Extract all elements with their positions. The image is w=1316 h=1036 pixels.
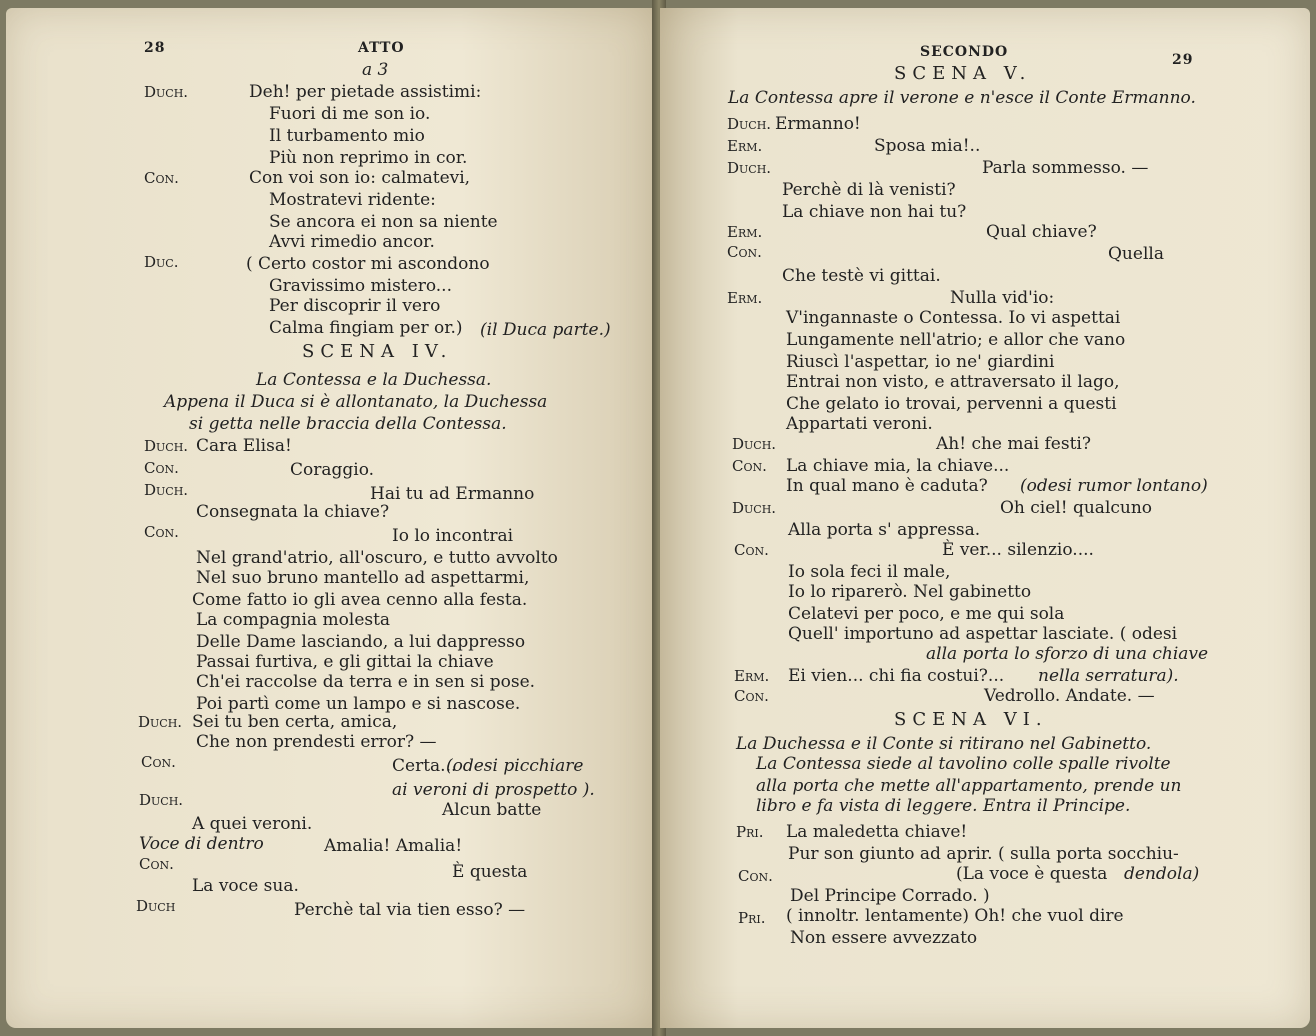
speaker: Con. (144, 169, 179, 187)
verse-line: Ermanno! (775, 114, 861, 134)
verse-line: Nulla vid'io: (950, 288, 1055, 308)
verse-line: La voce sua. (192, 876, 299, 896)
verse-line: Gravissimo mistero... (269, 276, 452, 296)
stage-direction: libro e fa vista di leggere. Entra il Principe. (756, 796, 1131, 816)
verse-line: Nel grand'atrio, all'oscuro, e tutto avvolto (196, 548, 558, 568)
verse-line: Quell' importuno ad aspettar lasciate. ( odesi (788, 624, 1178, 644)
verse-line: Alla porta s' appressa. (788, 520, 981, 540)
scene-title: SCENA VI. (894, 709, 1048, 730)
stage-direction: La Contessa siede al tavolino colle spalle rivolte (756, 754, 1171, 774)
verse-line: La compagnia molesta (196, 610, 391, 630)
speaker: Erm. (734, 667, 770, 685)
verse-line: ( innoltr. lentamente) Oh! che vuol dire (786, 906, 1124, 926)
verse-line: Lungamente nell'atrio; e allor che vano (786, 330, 1126, 350)
verse-line: Non essere avvezzato (790, 928, 978, 948)
speaker: Con. (141, 753, 176, 771)
speaker: Pri. (736, 823, 764, 841)
right-page (660, 8, 1310, 1028)
stage-direction: si getta nelle braccia della Contessa. (189, 414, 507, 434)
verse-line: La maledetta chiave! (786, 822, 968, 842)
verse-line: Cara Elisa! (196, 436, 292, 456)
verse-line: Oh ciel! qualcuno (1000, 498, 1153, 518)
left-page (6, 8, 656, 1028)
verse-line: Riuscì l'aspettar, io ne' giardini (786, 352, 1055, 372)
verse-line: Perchè tal via tien esso? — (294, 900, 526, 920)
verse-line: Certa... (392, 756, 457, 776)
verse-line: Appartati veroni. (786, 414, 933, 434)
scene-title: SCENA IV. (302, 341, 453, 362)
speaker: Duch (136, 897, 176, 915)
stage-direction: La Contessa apre il verone e n'esce il Conte Ermanno. (728, 88, 1196, 108)
running-head: SECONDO (920, 44, 1009, 60)
verse-line: Avvi rimedio ancor. (269, 232, 435, 252)
verse-line: Ei vien... chi fia costui?... (788, 666, 1005, 686)
verse-line: Per discoprir il vero (269, 296, 441, 316)
verse-line: Mostratevi ridente: (269, 190, 436, 210)
verse-line: Ah! che mai festi? (936, 434, 1091, 454)
stage-direction: La Duchessa e il Conte si ritirano nel Gabinetto. (736, 734, 1152, 754)
speaker: Duch. (727, 115, 772, 133)
verse-line: Hai tu ad Ermanno (370, 484, 535, 504)
scene-cast: La Contessa e la Duchessa. (256, 370, 492, 390)
speaker: Con. (139, 855, 174, 873)
page-number: 29 (1172, 52, 1194, 68)
stage-direction: alla porta che mette all'appartamento, prende un (756, 776, 1182, 796)
verse-line: (La voce è questa (956, 864, 1108, 884)
stage-direction: dendola) (1124, 864, 1200, 884)
verse-line: Nel suo bruno mantello ad aspettarmi, (196, 568, 530, 588)
speaker: Duch. (727, 159, 772, 177)
stage-direction: (il Duca parte.) (480, 320, 611, 340)
speaker: Duch. (139, 791, 184, 809)
stage-direction: alla porta lo sforzo di una chiave (926, 644, 1209, 664)
speaker: Con. (144, 523, 179, 541)
speaker: Duch. (144, 437, 189, 455)
speaker: Duch. (732, 435, 777, 453)
speaker: Duch. (144, 481, 189, 499)
running-head: ATTO (358, 40, 405, 56)
verse-line: Più non reprimo in cor. (269, 148, 468, 168)
verse-line: In qual mano è caduta? (786, 476, 988, 496)
verse-line: ( Certo costor mi ascondono (246, 254, 490, 274)
speaker: Pri. (738, 909, 766, 927)
speaker: Voce di dentro (139, 834, 264, 854)
verse-line: Amalia! Amalia! (324, 836, 463, 856)
verse-line: Entrai non visto, e attraversato il lago, (786, 372, 1120, 392)
stage-direction: Appena il Duca si è allontanato, la Duchessa (164, 392, 548, 412)
scene-title: SCENA V. (894, 63, 1032, 84)
verse-line: Perchè di là venisti? (782, 180, 956, 200)
stage-direction: (odesi picchiare (446, 756, 584, 776)
verse-line: Vedrollo. Andate. — (984, 686, 1155, 706)
speaker: Erm. (727, 137, 763, 155)
verse-line: Celatevi per poco, e me qui sola (788, 604, 1065, 624)
verse-line: Il turbamento mio (269, 126, 425, 146)
verse-line: Calma fingiam per or.) (269, 318, 463, 338)
verse-line: La chiave mia, la chiave... (786, 456, 1010, 476)
verse-line: Io lo riparerò. Nel gabinetto (788, 582, 1032, 602)
speaker: Erm. (727, 223, 763, 241)
verse-line: Poi partì come un lampo e si nascose. (196, 694, 521, 714)
verse-line: Del Principe Corrado. ) (790, 886, 990, 906)
speaker: Duch. (138, 713, 183, 731)
verse-line: Consegnata la chiave? (196, 502, 390, 522)
speaker: Erm. (727, 289, 763, 307)
verse-line: Ch'ei raccolse da terra e in sen si pose. (196, 672, 536, 692)
verse-line: Delle Dame lasciando, a lui dappresso (196, 632, 526, 652)
verse-line: Che testè vi gittai. (782, 266, 941, 286)
verse-line: Sposa mia!.. (874, 136, 981, 156)
speaker: Con. (732, 457, 767, 475)
page-number: 28 (144, 40, 166, 56)
verse-line: Sei tu ben certa, amica, (192, 712, 398, 732)
verse-line: Passai furtiva, e gli gittai la chiave (196, 652, 494, 672)
verse-line: Qual chiave? (986, 222, 1097, 242)
verse-line: È questa (452, 862, 528, 882)
verse-line: Alcun batte (442, 800, 542, 820)
speaker: Duch. (732, 499, 777, 517)
verse-line: Parla sommesso. — (982, 158, 1149, 178)
speaker: Duch. (144, 83, 189, 101)
speaker: Con. (738, 867, 773, 885)
verse-line: Quella (1108, 244, 1164, 264)
speaker: Con. (734, 687, 769, 705)
verse-line: V'ingannaste o Contessa. Io vi aspettai (786, 308, 1121, 328)
speaker: Con. (144, 459, 179, 477)
stage-direction: ai veroni di prospetto ). (392, 780, 595, 800)
verse-line: Se ancora ei non sa niente (269, 212, 498, 232)
verse-line: Deh! per pietade assistimi: (249, 82, 482, 102)
verse-line: Che non prendesti error? — (196, 732, 437, 752)
verse-line: Coraggio. (290, 460, 375, 480)
verse-line: Con voi son io: calmatevi, (249, 168, 471, 188)
sub-head: a 3 (362, 60, 389, 80)
verse-line: Io sola feci il male, (788, 562, 951, 582)
verse-line: Pur son giunto ad aprir. ( sulla porta socchiu- (788, 844, 1179, 864)
verse-line: A quei veroni. (192, 814, 313, 834)
stage-direction: (odesi rumor lontano) (1020, 476, 1208, 496)
speaker: Con. (734, 541, 769, 559)
verse-line: Che gelato io trovai, pervenni a questi (786, 394, 1117, 414)
speaker: Con. (727, 243, 762, 261)
verse-line: È ver... silenzio.... (942, 540, 1094, 560)
verse-line: Io lo incontrai (392, 526, 514, 546)
verse-line: Come fatto io gli avea cenno alla festa. (192, 590, 528, 610)
speaker: Duc. (144, 253, 179, 271)
stage-direction: nella serratura). (1038, 666, 1179, 686)
verse-line: La chiave non hai tu? (782, 202, 967, 222)
verse-line: Fuori di me son io. (269, 104, 431, 124)
